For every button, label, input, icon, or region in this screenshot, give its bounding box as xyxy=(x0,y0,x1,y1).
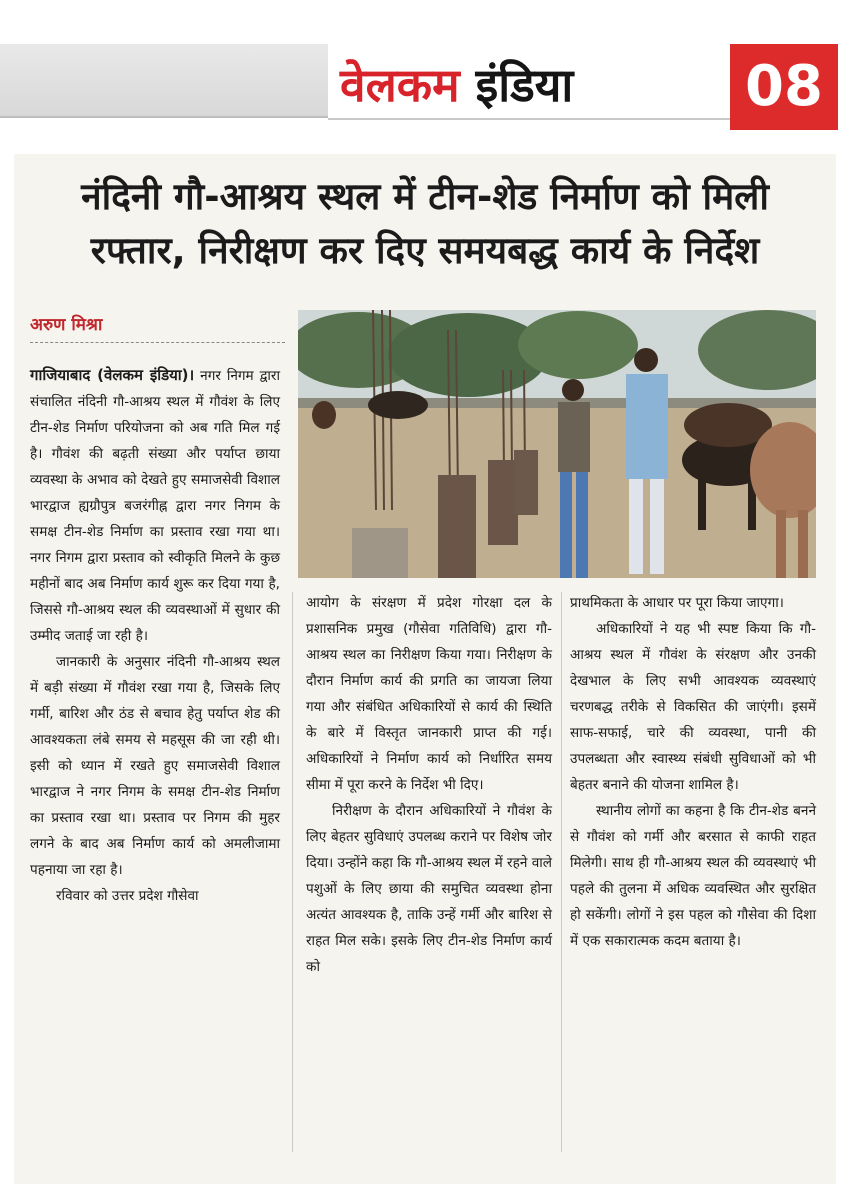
masthead-title-red: वेलकम xyxy=(340,58,460,112)
article-headline xyxy=(30,170,820,278)
paragraph: रविवार को उत्तर प्रदेश गौसेवा xyxy=(56,888,199,904)
article-photo xyxy=(298,310,816,578)
paragraph: अधिकारियों ने यह भी स्पष्ट किया कि गौ-आश्रय स्थल में गौवंश के संरक्षण और उनकी देखभाल के लिए सभी आवश्यक व्यवस्थाएं चरणबद्ध तरीके से विकसित की जाएंगी। इसमें साफ-सफाई, चारे की व्यवस्था, पानी की उपलब्धता और स्वास्थ्य संबंधी सुविधाओं को भी बेहतर बनाने की योजना शामिल है। xyxy=(570,621,816,793)
dateline: गाजियाबाद (वेलकम इंडिया)। xyxy=(30,366,195,384)
masthead-title xyxy=(340,52,710,118)
header-gray-band xyxy=(0,44,328,118)
photo-cowshed-inspection xyxy=(298,310,816,578)
headline-line-2: रफ्तार, निरीक्षण कर दिए समयबद्ध कार्य के निर्देश xyxy=(90,229,760,272)
byline: अरुण मिश्रा xyxy=(30,315,103,335)
paragraph: प्राथमिकता के आधार पर पूरा किया जाएगा। xyxy=(570,595,784,611)
paragraph: निरीक्षण के दौरान अधिकारियों ने गौवंश के लिए बेहतर सुविधाएं उपलब्ध कराने पर विशेष जोर दिया। उन्होंने कहा कि गौ-आश्रय स्थल में रहने वाले पशुओं के लिए छाया की समुचित व्यवस्था होना अत्यंत आवश्यक है, ताकि उन्हें गर्मी और बारिश से राहत मिल सके। इसके लिए टीन-शेड निर्माण कार्य को xyxy=(306,803,552,975)
column-divider xyxy=(561,592,562,1152)
paragraph: आयोग के संरक्षण में प्रदेश गोरक्षा दल के प्रशासनिक प्रमुख (गौसेवा गतिविधि) द्वारा गौ-आश्रय स्थल का निरीक्षण किया गया। निरीक्षण के दौरान निर्माण कार्य की प्रगति का जायजा लिया गया और संबंधित अधिकारियों से कार्य की स्थिति के बारे में विस्तृत जानकारी प्राप्त की गई। अधिकारियों ने निर्माण कार्य को निर्धारित समय सीमा में पूरा करने के निर्देश भी दिए। xyxy=(306,595,552,793)
column-divider xyxy=(292,592,293,1152)
article-column-3 xyxy=(570,590,816,954)
paragraph: जानकारी के अनुसार नंदिनी गौ-आश्रय स्थल में बड़ी संख्या में गौवंश रखा गया है, जिसके लिए गर्मी, बारिश और ठंड से बचाव हेतु पर्याप्त शेड की आवश्यकता लंबे समय से महसूस की जा रही थी। इसी को ध्यान में रखते हुए समाजसेवी विशाल भारद्वाज ने नगर निगम के समक्ष टीन-शेड निर्माण का प्रस्ताव रखा था। प्रस्ताव पर निगम की मुहर लगने के बाद अब निर्माण कार्य को अमलीजामा पहनाया जा रहा है। xyxy=(30,654,280,878)
masthead-title-black: इंडिया xyxy=(475,58,574,112)
article-column-2 xyxy=(306,590,552,980)
masthead-rule xyxy=(328,118,730,120)
byline-divider xyxy=(30,342,285,344)
paragraph: स्थानीय लोगों का कहना है कि टीन-शेड बनने से गौवंश को गर्मी और बरसात से काफी राहत मिलेगी। साथ ही गौ-आश्रय स्थल की व्यवस्थाएं भी पहले की तुलना में अधिक व्यवस्थित और सुरक्षित हो सकेंगी। लोगों ने इस पहल को गौसेवा की दिशा में एक सकारात्मक कदम बताया है। xyxy=(570,803,816,949)
paragraph: नगर निगम द्वारा संचालित नंदिनी गौ-आश्रय स्थल में गौवंश के लिए टीन-शेड निर्माण परियोजना को अब गति मिल गई है। गौवंश की बढ़ती संख्या और पर्याप्त छाया व्यवस्था के अभाव को देखते हुए समाजसेवी विशाल भारद्वाज ह्यग्रौपुत्र बजरंगीह्न द्वारा नगर निगम के समक्ष टीन-शेड निर्माण का प्रस्ताव रखा गया था। नगर निगम द्वारा प्रस्ताव को स्वीकृति मिलने के कुछ महीनों बाद अब निर्माण कार्य शुरू कर दिया गया है, जिससे गौ-आश्रय स्थल की व्यवस्थाओं में सुधार की उम्मीद जताई जा रही है। xyxy=(30,368,281,644)
headline-line-1: नंदिनी गौ-आश्रय स्थल में टीन-शेड निर्माण को मिली xyxy=(81,175,769,218)
page-number-badge: 08 xyxy=(730,44,838,130)
article-column-1 xyxy=(30,362,280,909)
